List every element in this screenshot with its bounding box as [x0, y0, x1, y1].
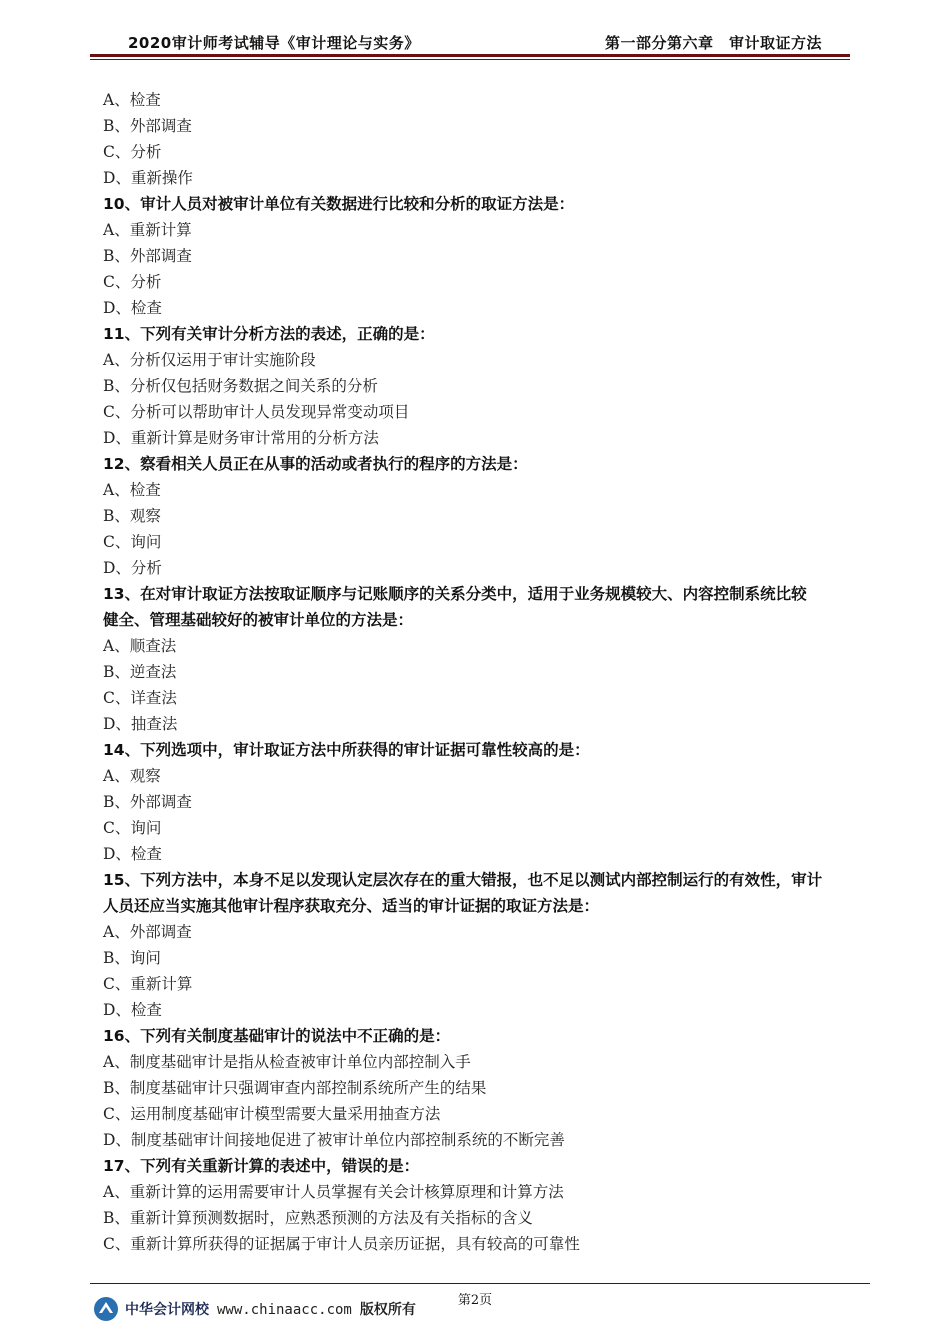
answer-option: B、制度基础审计只强调审查内部控制系统所产生的结果 [103, 1079, 487, 1097]
answer-option: B、观察 [103, 507, 161, 525]
header-rule-thin [90, 59, 850, 60]
answer-option: C、分析可以帮助审计人员发现异常变动项目 [103, 403, 410, 421]
answer-option: A、检查 [103, 91, 161, 109]
answer-option: A、分析仅运用于审计实施阶段 [103, 351, 316, 369]
answer-option: C、重新计算 [103, 975, 193, 993]
answer-option: C、运用制度基础审计模型需要大量采用抽查方法 [103, 1105, 441, 1123]
answer-option: C、重新计算所获得的证据属于审计人员亲历证据，具有较高的可靠性 [103, 1235, 580, 1253]
answer-option: A、观察 [103, 767, 161, 785]
question-stem: 12、察看相关人员正在从事的活动或者执行的程序的方法是： [103, 455, 528, 473]
answer-option: B、询问 [103, 949, 161, 967]
answer-option: D、抽查法 [103, 715, 178, 733]
answer-option: A、顺查法 [103, 637, 177, 655]
answer-option: D、重新计算是财务审计常用的分析方法 [103, 429, 379, 447]
brand-name: 中华会计网校 [125, 1302, 209, 1318]
answer-option: A、检查 [103, 481, 161, 499]
header-chapter: 第一部分第六章 审计取证方法 [604, 34, 822, 52]
question-stem: 13、在对审计取证方法按取证顺序与记账顺序的关系分类中，适用于业务规模较大、内容控制系统比较 [103, 585, 807, 603]
answer-option: B、外部调查 [103, 247, 192, 265]
answer-option: D、检查 [103, 1001, 162, 1019]
brand-url[interactable]: www.chinaacc.com [217, 1302, 352, 1318]
answer-option: B、逆查法 [103, 663, 177, 681]
question-stem: 11、下列有关审计分析方法的表述，正确的是： [103, 325, 435, 343]
answer-option: C、详查法 [103, 689, 177, 707]
answer-option: D、分析 [103, 559, 162, 577]
question-stem: 健全、管理基础较好的被审计单位的方法是： [103, 611, 414, 629]
answer-option: D、制度基础审计间接地促进了被审计单位内部控制系统的不断完善 [103, 1131, 565, 1149]
question-stem: 15、下列方法中，本身不足以发现认定层次存在的重大错报，也不足以测试内部控制运行的有效性，审计 [103, 871, 823, 889]
page-header [90, 30, 850, 54]
answer-option: A、重新计算的运用需要审计人员掌握有关会计核算原理和计算方法 [103, 1183, 564, 1201]
footer-rule [90, 1283, 870, 1284]
brand-rights: 版权所有 [359, 1302, 416, 1318]
answer-option: C、分析 [103, 273, 162, 291]
answer-option: A、外部调查 [103, 923, 192, 941]
answer-option: B、外部调查 [103, 117, 192, 135]
page-number: 第2页 [457, 1293, 493, 1308]
footer-brand [125, 1299, 416, 1319]
answer-option: A、重新计算 [103, 221, 192, 239]
answer-option: B、重新计算预测数据时，应熟悉预测的方法及有关指标的含义 [103, 1209, 533, 1227]
question-stem: 16、下列有关制度基础审计的说法中不正确的是： [103, 1027, 451, 1045]
answer-option: D、检查 [103, 299, 162, 317]
answer-option: C、询问 [103, 819, 162, 837]
question-list [103, 87, 863, 1257]
answer-option: C、分析 [103, 143, 162, 161]
answer-option: C、询问 [103, 533, 162, 551]
header-rule-thick [90, 54, 850, 57]
question-stem: 人员还应当实施其他审计程序获取充分、适当的审计证据的取证方法是： [103, 897, 600, 915]
answer-option: B、外部调查 [103, 793, 192, 811]
header-title: 2020审计师考试辅导《审计理论与实务》 [128, 34, 420, 52]
answer-option: B、分析仅包括财务数据之间关系的分析 [103, 377, 378, 395]
question-stem: 14、下列选项中，审计取证方法中所获得的审计证据可靠性较高的是： [103, 741, 590, 759]
chinaacc-logo-icon [93, 1296, 119, 1322]
answer-option: A、制度基础审计是指从检查被审计单位内部控制入手 [103, 1053, 471, 1071]
question-stem: 17、下列有关重新计算的表述中，错误的是： [103, 1157, 420, 1175]
question-stem: 10、审计人员对被审计单位有关数据进行比较和分析的取证方法是： [103, 195, 575, 213]
answer-option: D、重新操作 [103, 169, 193, 187]
answer-option: D、检查 [103, 845, 162, 863]
